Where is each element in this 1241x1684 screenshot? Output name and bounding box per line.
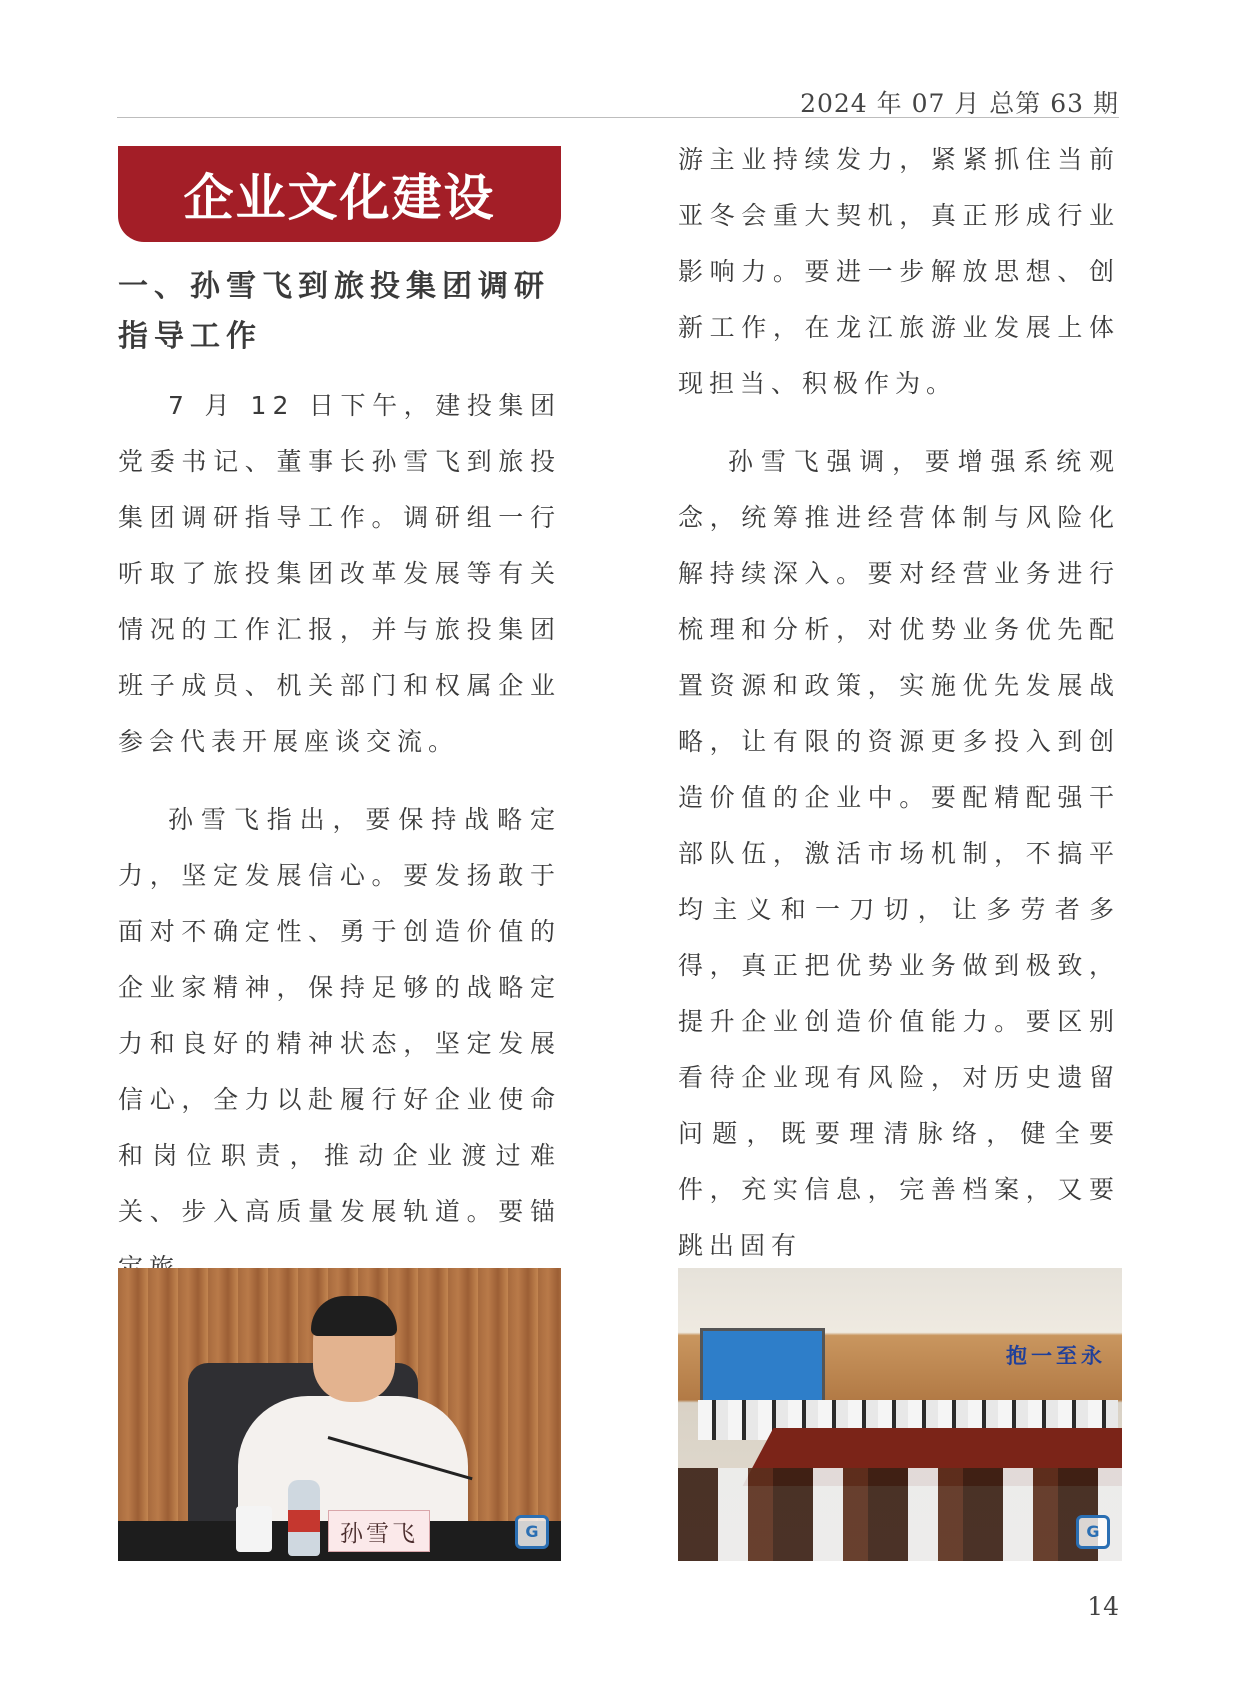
speaker-photo: [118, 1268, 561, 1561]
section-title: 企业文化建设: [183, 169, 496, 227]
projection-screen: [700, 1328, 825, 1410]
header-divider: [117, 117, 1119, 118]
logo-icon: G: [515, 1515, 549, 1549]
wall-slogan: 抱一至永: [1006, 1344, 1106, 1368]
logo-icon: G: [1076, 1515, 1110, 1549]
speaker-hair: [311, 1296, 397, 1336]
left-text-column: [118, 378, 561, 1318]
name-plate: 孙雪飞: [328, 1510, 430, 1552]
section-banner: [118, 146, 561, 242]
right-text-column: [678, 132, 1120, 1296]
issue-info: 2024 年 07 月 总第 63 期: [800, 89, 1119, 118]
chairs: [678, 1468, 1122, 1561]
meeting-photo: [678, 1268, 1122, 1561]
paragraph: 游主业持续发力，紧紧抓住当前亚冬会重大契机，真正形成行业影响力。要进一步解放思想、创新工作，在龙江旅游业发展上体现担当、积极作为。: [678, 145, 1120, 398]
article-heading: 一、孙雪飞到旅投集团调研指导工作: [118, 269, 550, 354]
mug: [236, 1506, 272, 1552]
page-number: 14: [1087, 1592, 1119, 1621]
paragraph: 孙雪飞强调，要增强系统观念，统筹推进经营体制与风险化解持续深入。要对经营业务进行梳理和分析，对优势业务优先配置资源和政策，实施优先发展战略，让有限的资源更多投入到创造价值的企业中。要配精配强干部队伍，激活市场机制，不搞平均主义和一刀切，让多劳者多得，真正把优势业务做到极致，提升企业创造价值能力。要区别看待企业现有风险，对历史遗留问题，既要理清脉络，健全要件，充实信息，完善档案，又要跳出固有: [678, 447, 1120, 1260]
paragraph: 孙雪飞指出，要保持战略定力，坚定发展信心。要发扬敢于面对不确定性、勇于创造价值的企业家精神，保持足够的战略定力和良好的精神状态，坚定发展信心，全力以赴履行好企业使命和岗位职责，推动企业渡过难关、步入高质量发展轨道。要锚: [118, 805, 561, 1226]
paragraph: 7 月 12 日下午，建投集团党委书记、董事长孙雪飞到旅投集团调研指导工作。调研组一行听取了旅投集团改革发展等有关情况的工作汇报，并与旅投集团班子成员、机关部门和权属企业参会代表开展座谈交流。: [118, 391, 561, 756]
water-bottle: [288, 1480, 320, 1556]
